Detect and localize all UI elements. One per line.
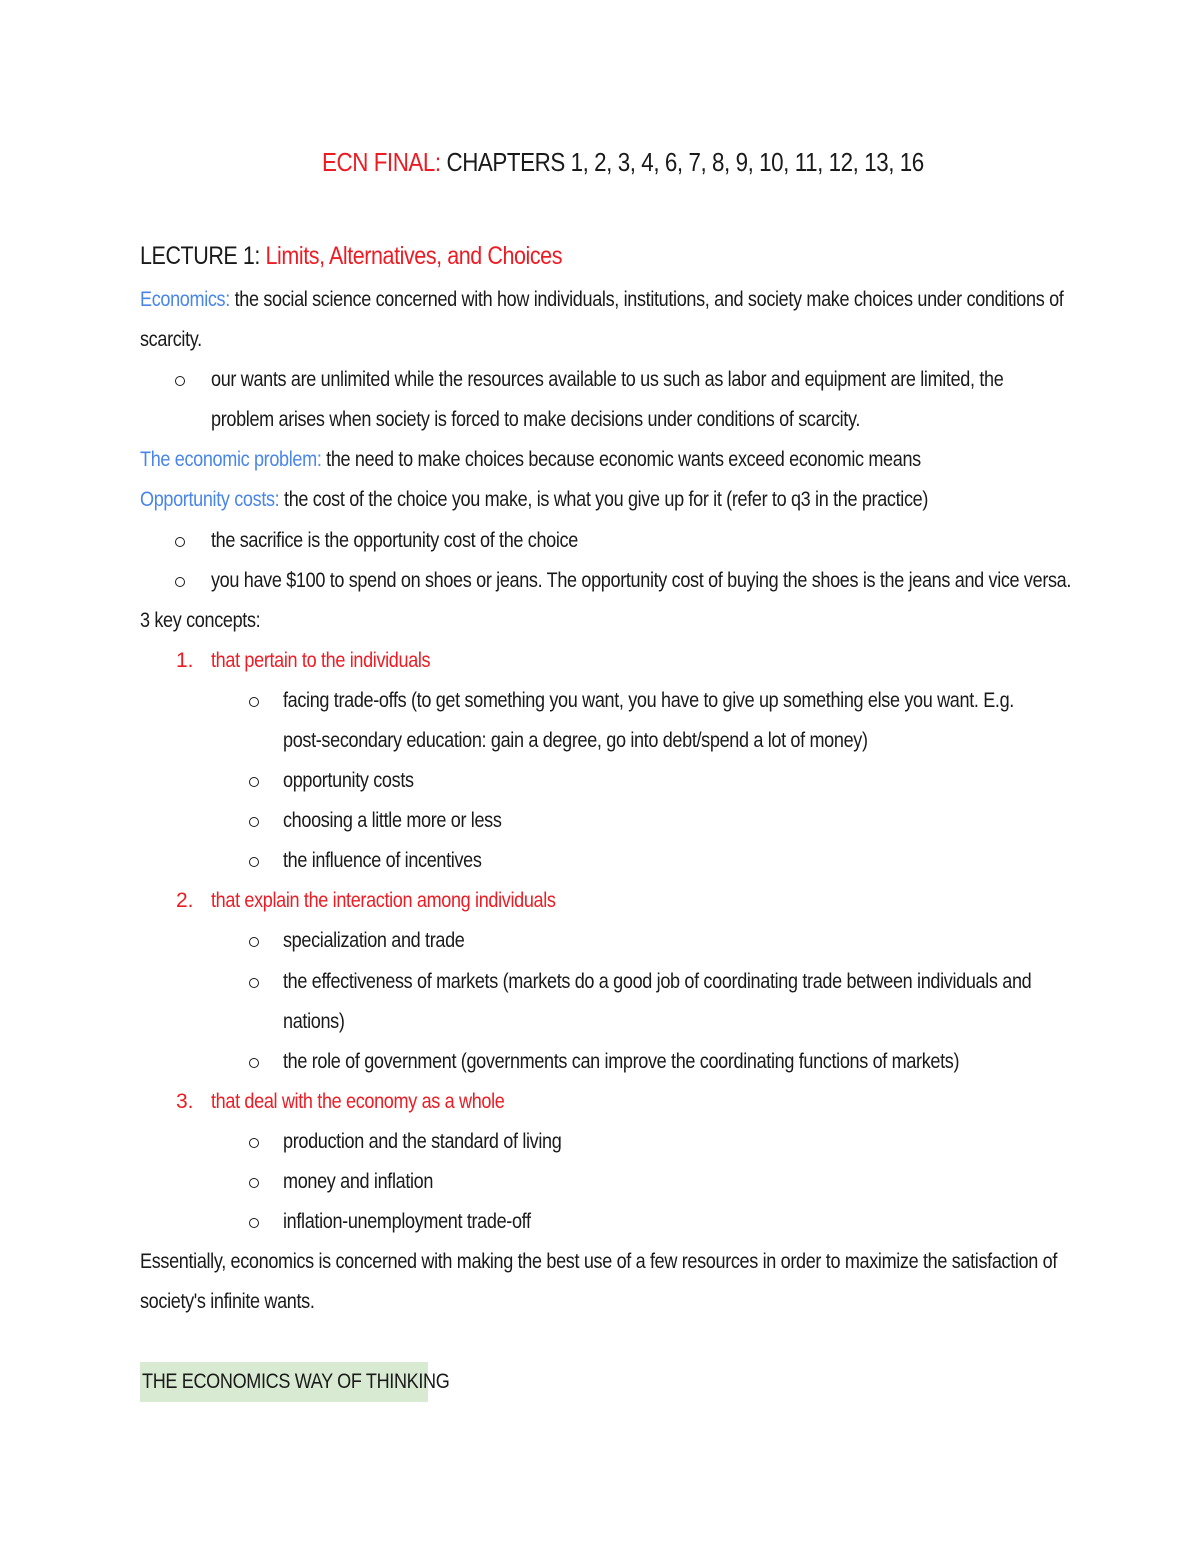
concept-item: production and the standard of living <box>283 1130 562 1153</box>
economic-problem-def: the need to make choices because economic wants exceed economic means <box>326 448 921 471</box>
concept-item: specialization and trade <box>283 929 465 952</box>
title-chapters: CHAPTERS 1, 2, 3, 4, 6, 7, 8, 9, 10, 11, 12, 13, 16 <box>446 147 924 177</box>
concept-group-label: that deal with the economy as a whole <box>211 1090 505 1113</box>
hollow-bullet-icon <box>249 857 259 867</box>
list-number: 1. <box>176 649 194 672</box>
summary-line1: Essentially, economics is concerned with making the best use of a few resources in order to maximize the satisfaction of <box>140 1250 1058 1273</box>
lecture-name: Limits, Alternatives, and Choices <box>265 242 563 270</box>
key-concepts-heading: 3 key concepts: <box>140 609 261 632</box>
concept-group-label: that pertain to the individuals <box>211 649 431 672</box>
hollow-bullet-icon <box>249 777 259 787</box>
section-heading: THE ECONOMICS WAY OF THINKING <box>142 1370 450 1393</box>
concept-item-continued: nations) <box>283 1010 345 1033</box>
economics-definition <box>140 286 1063 314</box>
concept-item: the influence of incentives <box>283 849 482 872</box>
economic-problem-term: The economic problem: <box>140 448 322 471</box>
hollow-bullet-icon <box>175 577 185 587</box>
hollow-bullet-icon <box>249 1178 259 1188</box>
list-number: 2. <box>176 889 194 912</box>
economics-bullet-line1: our wants are unlimited while the resources available to us such as labor and equipment are limited, the <box>211 368 1004 391</box>
hollow-bullet-icon <box>249 697 259 707</box>
lecture-heading <box>140 242 562 270</box>
opportunity-costs-def: the cost of the choice you make, is what you give up for it (refer to q3 in the practice) <box>284 488 929 511</box>
opportunity-costs-term: Opportunity costs: <box>140 488 280 511</box>
opportunity-bullet: the sacrifice is the opportunity cost of the choice <box>211 529 578 552</box>
opportunity-bullet: you have $100 to spend on shoes or jeans. The opportunity cost of buying the shoes is the jeans and vice versa. <box>211 569 1072 592</box>
concept-item: choosing a little more or less <box>283 809 502 832</box>
economics-term: Economics: <box>140 288 230 311</box>
concept-item: inflation-unemployment trade-off <box>283 1210 531 1233</box>
economics-def-line1: the social science concerned with how individuals, institutions, and society make choices under conditions of <box>234 288 1064 311</box>
hollow-bullet-icon <box>175 376 185 386</box>
hollow-bullet-icon <box>249 978 259 988</box>
concept-item-continued: post-secondary education: gain a degree, go into debt/spend a lot of money) <box>283 729 868 752</box>
concept-item: opportunity costs <box>283 769 414 792</box>
title-prefix: ECN FINAL: <box>322 147 441 177</box>
economic-problem-definition <box>140 446 921 474</box>
economics-def-line2: scarcity. <box>140 328 202 351</box>
concept-item: facing trade-offs (to get something you want, you have to give up something else you want. E.g. <box>283 689 1014 712</box>
page-title <box>322 148 924 176</box>
hollow-bullet-icon <box>175 537 185 547</box>
opportunity-costs-definition <box>140 486 928 514</box>
concept-item: the effectiveness of markets (markets do a good job of coordinating trade between individuals and <box>283 970 1032 993</box>
list-number: 3. <box>176 1090 194 1113</box>
concept-item: the role of government (governments can improve the coordinating functions of markets) <box>283 1050 960 1073</box>
hollow-bullet-icon <box>249 1058 259 1068</box>
hollow-bullet-icon <box>249 1218 259 1228</box>
hollow-bullet-icon <box>249 1138 259 1148</box>
hollow-bullet-icon <box>249 817 259 827</box>
economics-bullet-line2: problem arises when society is forced to make decisions under conditions of scarcity. <box>211 408 860 431</box>
summary-line2: society's infinite wants. <box>140 1290 315 1313</box>
concept-group-label: that explain the interaction among individuals <box>211 889 556 912</box>
concept-item: money and inflation <box>283 1170 434 1193</box>
hollow-bullet-icon <box>249 937 259 947</box>
lecture-prefix: LECTURE 1: <box>140 242 260 270</box>
